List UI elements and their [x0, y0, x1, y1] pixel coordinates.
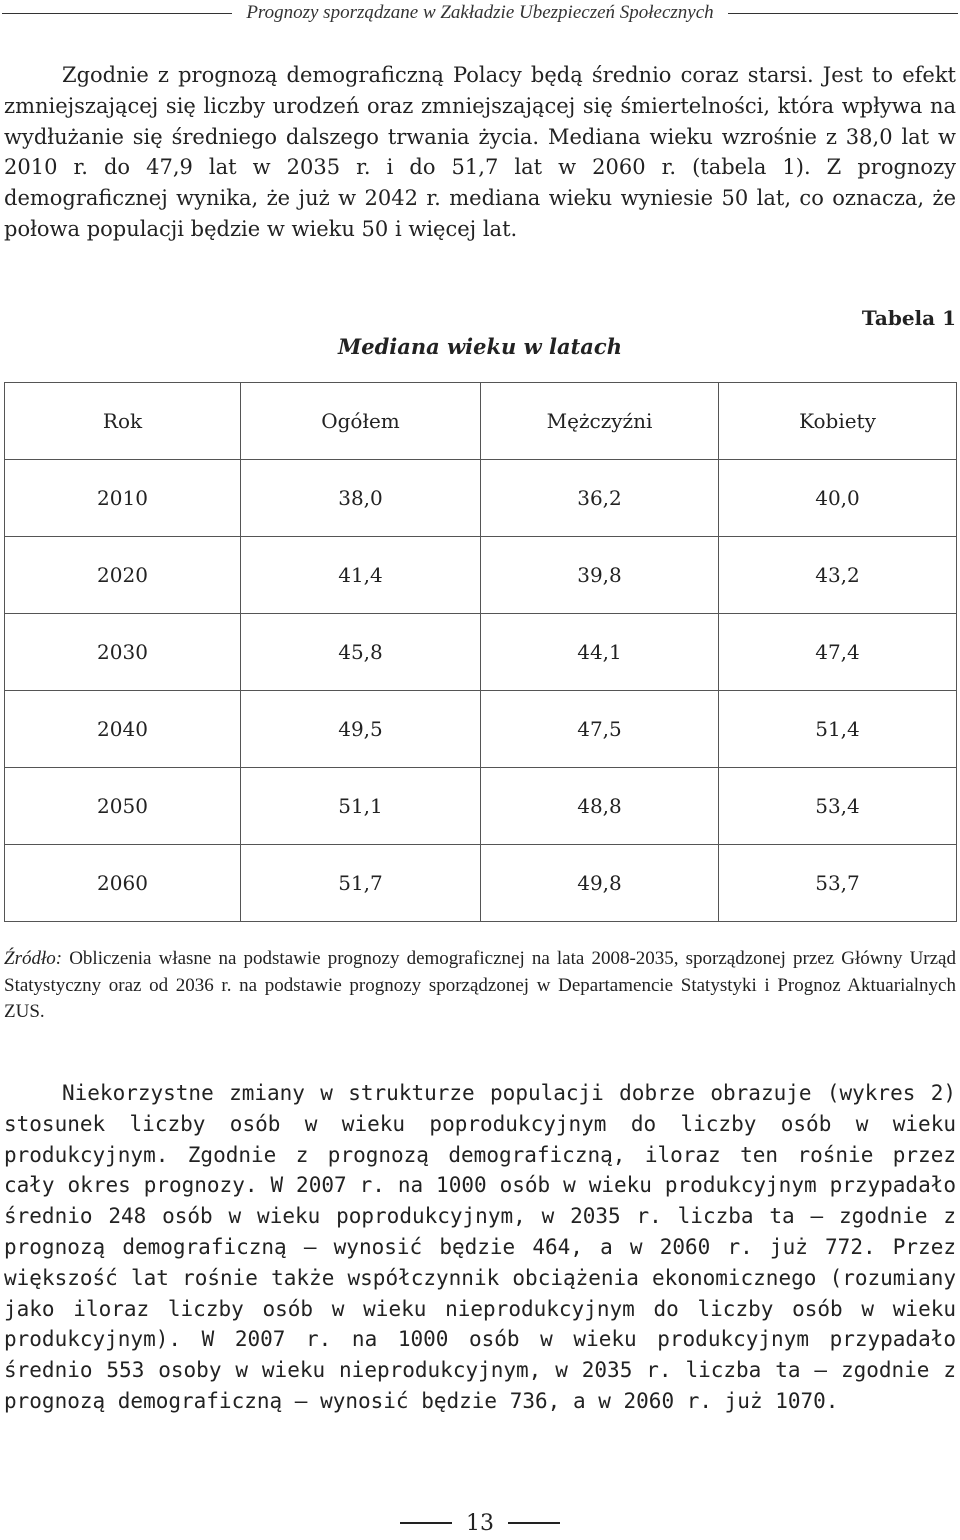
source-label: Źródło:: [4, 948, 63, 969]
cell-year: 2010: [5, 460, 241, 537]
cell-women: 47,4: [719, 614, 957, 691]
cell-total: 51,1: [241, 768, 481, 845]
table-label: Tabela 1: [861, 306, 956, 330]
table-row: [5, 460, 957, 537]
table-title: Mediana wieku w latach: [338, 334, 622, 359]
page-footer: [0, 1506, 960, 1540]
median-age-table: [4, 382, 957, 922]
cell-total: 41,4: [241, 537, 481, 614]
header-rule-left: [2, 13, 232, 14]
cell-total: 45,8: [241, 614, 481, 691]
header-total: Ogółem: [241, 383, 481, 460]
cell-women: 43,2: [719, 537, 957, 614]
header-year: Rok: [5, 383, 241, 460]
cell-total: 51,7: [241, 845, 481, 922]
running-header: [0, 0, 960, 26]
paragraph-dependency-ratio: Niekorzystne zmiany w strukturze populacji dobrze obrazuje (wykres 2) stosunek liczby osób w wieku poprodukcyjnym do liczby osób w wieku produkcyjnym. Zgodnie z prognozą demograficzną, iloraz ten rośnie przez cały okres prognozy. W 2007 r. na 1000 osób w wieku produkcyjnym przypadało średnio 248 osób w wieku poprodukcyjnym, w 2035 r. liczba ta – zgodnie z prognozą demograficzną – wynosić będzie 464, a w 2060 r. już 772. Przez większość lat rośnie także współczynnik obciążenia ekonomicznego (rozumiany jako iloraz liczby osób w wieku nieprodukcyjnym do liczby osób w wieku produkcyjnym). W 2007 r. na 1000 osób w wieku produkcyjnym przypadało średnio 553 osoby w wieku nieprodukcyjnym, w 2035 r. liczba ta – zgodnie z prognozą demograficzną – wynosić będzie 736, a w 2060 r. już 1070.: [4, 1081, 956, 1413]
cell-year: 2060: [5, 845, 241, 922]
table-row: [5, 768, 957, 845]
cell-year: 2020: [5, 537, 241, 614]
header-women: Kobiety: [719, 383, 957, 460]
table-row: [5, 845, 957, 922]
cell-men: 39,8: [481, 537, 719, 614]
header-rule-right: [728, 13, 958, 14]
cell-year: 2040: [5, 691, 241, 768]
cell-women: 40,0: [719, 460, 957, 537]
cell-men: 44,1: [481, 614, 719, 691]
table-source-note: [4, 946, 956, 1026]
paragraph-median-age: Zgodnie z prognozą demograficzną Polacy będą średnio coraz starsi. Jest to efekt zmniejszającej się liczby urodzeń oraz zmniejszającej się śmiertelności, która wpływa na wydłużanie się średniego dalszego trwania życia. Mediana wieku wzrośnie z 38,0 lat w 2010 r. do 47,9 lat w 2035 r. i do 51,7 lat w 2060 r. (tabela 1). Z prognozy demograficznej wynika, że już w 2042 r. mediana wieku wyniesie 50 lat, co oznacza, że połowa populacji będzie w wieku 50 i więcej lat.: [4, 63, 956, 241]
cell-men: 36,2: [481, 460, 719, 537]
cell-women: 51,4: [719, 691, 957, 768]
table-row: [5, 691, 957, 768]
source-text: Obliczenia własne na podstawie prognozy demograficznej na lata 2008-2035, sporządzonej przez Główny Urząd Statystyczny oraz od 2036 r. na podstawie prognozy sporządzonej w Departamencie Statystyki i Prognoz Aktuarialnych ZUS.: [4, 948, 956, 1022]
header-men: Mężczyźni: [481, 383, 719, 460]
cell-women: 53,4: [719, 768, 957, 845]
cell-men: 49,8: [481, 845, 719, 922]
cell-men: 48,8: [481, 768, 719, 845]
footer-dash-left: [400, 1522, 452, 1524]
cell-year: 2050: [5, 768, 241, 845]
header-title: Prognozy sporządzane w Zakładzie Ubezpieczeń Społecznych: [246, 2, 714, 23]
cell-men: 47,5: [481, 691, 719, 768]
page-number: 13: [466, 1510, 494, 1536]
table-row: [5, 537, 957, 614]
cell-year: 2030: [5, 614, 241, 691]
cell-total: 38,0: [241, 460, 481, 537]
footer-dash-right: [508, 1522, 560, 1524]
cell-total: 49,5: [241, 691, 481, 768]
table-row: [5, 614, 957, 691]
table-header-row: [5, 383, 957, 460]
cell-women: 53,7: [719, 845, 957, 922]
